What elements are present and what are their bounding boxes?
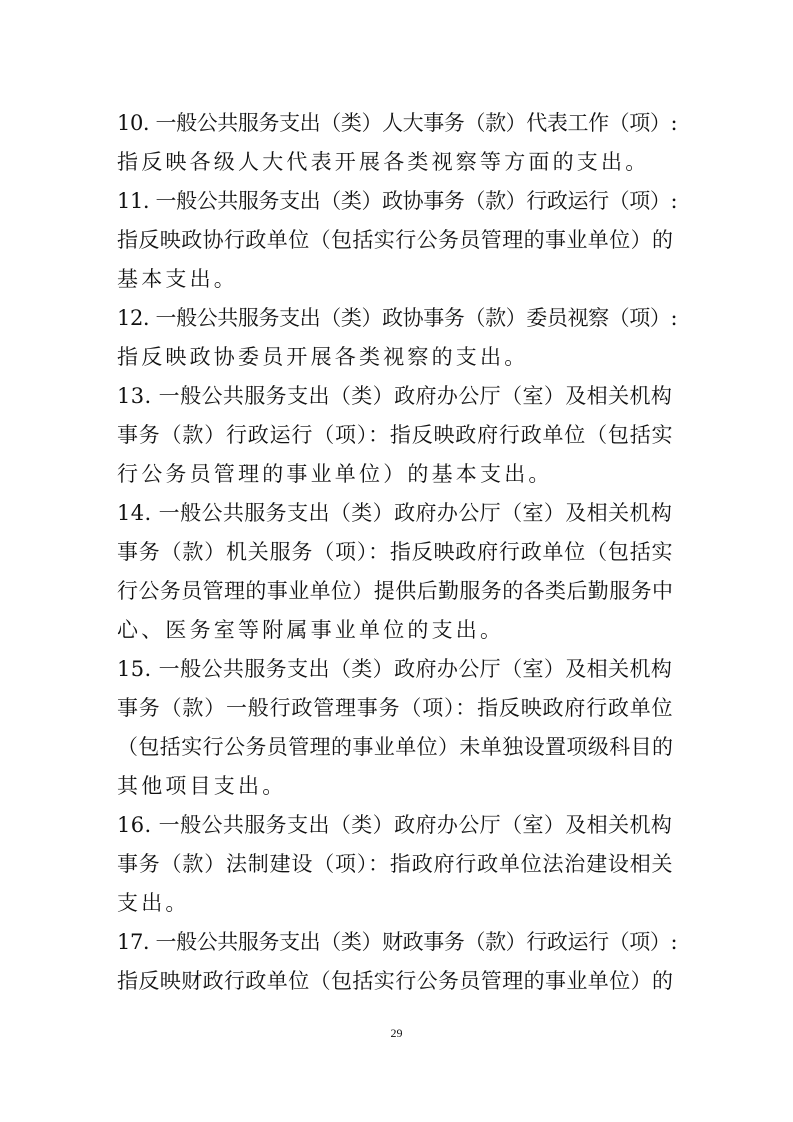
text-line: 13. 一般公共服务支出（类）政府办公厅（室）及相关机构	[117, 384, 673, 408]
text-line: 事务（款）行政运行（项）：指反映政府行政单位（包括实	[117, 423, 674, 447]
text-line: 10. 一般公共服务支出（类）人大事务（款）代表工作（项）:	[117, 111, 677, 135]
text-line: （包括实行公务员管理的事业单位）未单独设置项级科目的	[117, 735, 674, 759]
text-line: 15. 一般公共服务支出（类）政府办公厅（室）及相关机构	[117, 657, 673, 681]
text-line: 12. 一般公共服务支出（类）政协事务（款）委员视察（项）:	[117, 306, 677, 330]
text-line: 指反映政协委员开展各类视察的支出。	[117, 345, 529, 369]
text-line: 指反映财政行政单位（包括实行公务员管理的事业单位）的	[117, 969, 674, 993]
text-line: 其他项目支出。	[117, 774, 287, 798]
text-line: 行公务员管理的事业单位）提供后勤服务的各类后勤服务中	[117, 579, 674, 603]
text-line: 指反映政协行政单位（包括实行公务员管理的事业单位）的	[117, 228, 674, 252]
text-line: 事务（款）机关服务（项）：指反映政府行政单位（包括实	[117, 540, 674, 564]
text-line: 事务（款）一般行政管理事务（项）：指反映政府行政单位	[117, 696, 674, 720]
text-line: 事务（款）法制建设（项）：指政府行政单位法治建设相关	[117, 852, 674, 876]
text-line: 心、医务室等附属事业单位的支出。	[117, 618, 505, 642]
text-line: 11. 一般公共服务支出（类）政协事务（款）行政运行（项）:	[117, 189, 677, 213]
text-line: 14. 一般公共服务支出（类）政府办公厅（室）及相关机构	[117, 501, 673, 525]
text-line: 17. 一般公共服务支出（类）财政事务（款）行政运行（项）:	[117, 930, 677, 954]
page-number: 29	[390, 1026, 403, 1040]
text-line: 基本支出。	[117, 267, 238, 291]
text-line: 指反映各级人大代表开展各类视察等方面的支出。	[117, 150, 650, 174]
text-line: 行公务员管理的事业单位）的基本支出。	[117, 462, 553, 486]
text-line: 16. 一般公共服务支出（类）政府办公厅（室）及相关机构	[117, 813, 673, 837]
text-line: 支出。	[117, 891, 190, 915]
